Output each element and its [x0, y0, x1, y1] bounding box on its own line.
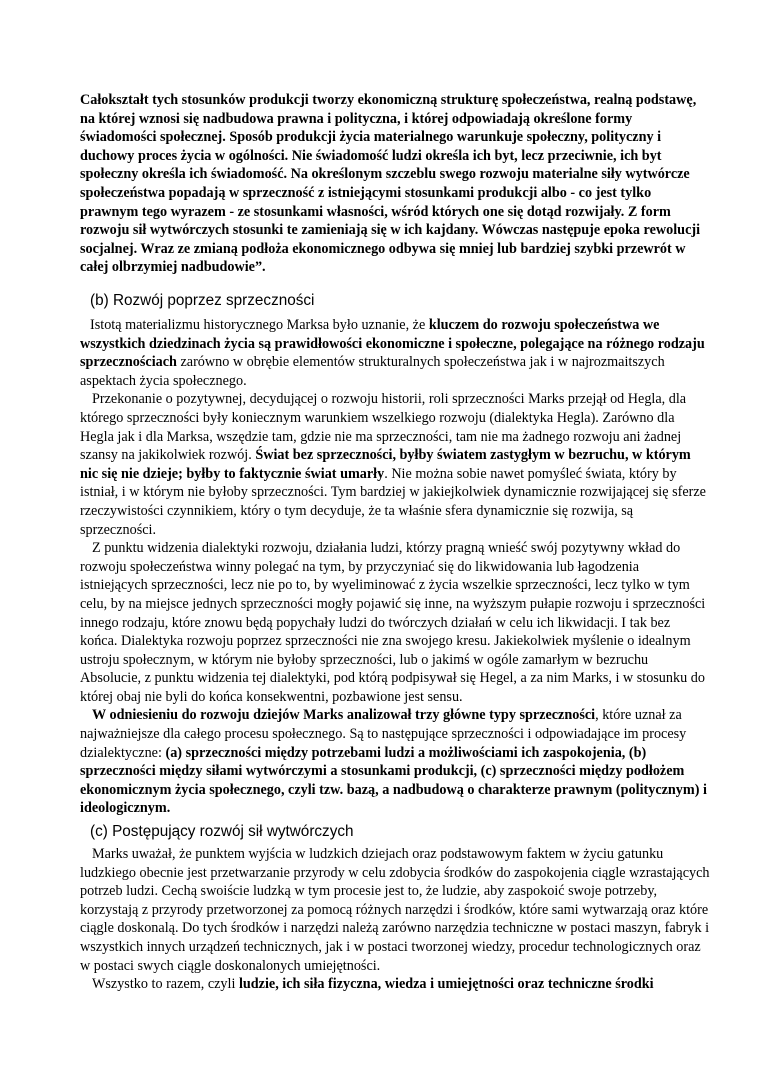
- text-run: Przekonanie o pozytywnej, decydującej o rozwoju historii, roli sprzeczności Marks przejął od Hegla, dla którego sprzeczności były koniecznym warunkiem wszelkiego rozwoju (dialektyka Hegla). Zarówno dla Hegla jak i dla Marksa, wszędzie tam, gdzie nie ma sprzeczności, tam nie ma żadnego rozwoju ani żadnej szansy na jakikolwiek rozwój.: [80, 391, 687, 464]
- text-run: Wszystko to razem, czyli: [92, 976, 239, 993]
- section-c-body: [80, 845, 710, 994]
- marx-quote-paragraph: Całokształt tych stosunków produkcji tworzy ekonomiczną strukturę społeczeństwa, realną podstawę, na której wznosi się nadbudowa prawna i polityczna, i której odpowiadają określone formy świadomości społecznej. Sposób produkcji życia materialnego warunkuje społeczny, polityczny i duchowy proces życia w ogólności. Nie świadomość ludzi określa ich byt, lecz przeciwnie, ich byt społeczny określa ich świadomość. Na określonym szczeblu swego rozwoju materialne siły wytwórcze społeczeństwa popadają w sprzeczność z istniejącymi stosunkami produkcji albo - co jest tylko prawnym tego wyrazem - ze stosunkami własności, wśród których one się dotąd rozwijały. Z form rozwoju sił wytwórczych stosunki te zamieniają się w ich kajdany. Wówczas następuje epoka rewolucji socjalnej. Wraz ze zmianą podłoża ekonomicznego odbywa się mniej lub bardziej szybki przewrót w całej olbrzymiej nadbudowie”.: [80, 92, 701, 276]
- bold-run: W odniesieniu do rozwoju dziejów Marks analizował trzy główne typy sprzeczności: [92, 707, 596, 724]
- section-b-body: [80, 316, 710, 818]
- section-c-heading: (c) Postępujący rozwój sił wytwórczych: [90, 823, 354, 840]
- section-b-paragraph-1: [80, 316, 710, 390]
- section-b-paragraph-3: Z punktu widzenia dialektyki rozwoju, działania ludzi, którzy pragną wnieść swój pozytywny wkład do rozwoju społeczeństwa winny polegać na tym, by przyczyniać się do likwidowania lub łagodzenia istniejących sprzeczności, lecz nie po to, by wyeliminować z życia wszelkie sprzeczności, lecz tylko w tym celu, by na miejsce jednych sprzeczności mogły pojawić się inne, na wyższym pułapie rozwoju i sprzeczności innego rodzaju, które znowu będą popychały ludzi do twórczych działań w celu ich likwidacji. I tak bez końca. Dialektyka rozwoju poprzez sprzeczności nie zna swojego kresu. Jakiekolwiek myślenie o idealnym ustroju społecznym, w którym nie byłoby sprzeczności, lub o jakimś w ogóle zamarłym w bezruchu Absolucie, z punktu widzenia tej dialektyki, pod którą podpisywał się Hegel, a za nim Marks, i w stosunku do której obaj nie byli do końca konsekwentni, pozbawione jest sensu.: [80, 540, 706, 705]
- section-b-heading: (b) Rozwój poprzez sprzeczności: [90, 292, 315, 309]
- section-b-paragraph-2: [80, 390, 710, 539]
- text-run: zarówno w obrębie elementów strukturalnych społeczeństwa jak i w najrozmaitszych aspektach życia społecznego.: [80, 354, 665, 389]
- section-c-paragraph-2: [80, 975, 710, 994]
- bold-run: kluczem do rozwoju społeczeństwa we wszystkich dziedzinach życia są prawidłowości ekonomiczne i społeczne, polegające na różnego rodzaju sprzecznościach: [80, 317, 705, 371]
- bold-run: (a) sprzeczności między potrzebami ludzi a możliwościami ich zaspokojenia, (b) sprzeczności między siłami wytwórczymi a stosunkami produkcji, (c) sprzeczności między podłożem ekonomicznym życia społecznego, czyli tzw. bazą, a nadbudową o charakterze prawnym (politycznym) i ideologicznym.: [80, 744, 707, 817]
- section-b-paragraph-4: [80, 706, 710, 818]
- text-run: , które uznał za najważniejsze dla całego procesu społecznego. Są to następujące sprzeczności i odpowiadające im procesy dzialektyczne:: [80, 707, 687, 761]
- bold-run: Świat bez sprzeczności, byłby światem zastygłym w bezruchu, w którym nic się nie dzieje; byłby to faktycznie świat umarły: [80, 447, 691, 482]
- text-run: Istotą materializmu historycznego Marksa było uznanie, że: [90, 317, 429, 333]
- section-c-paragraph-1: Marks uważał, że punktem wyjścia w ludzkich dziejach oraz podstawowym faktem w życiu gatunku ludzkiego obecnie jest przetwarzanie przyrody w celu zdobycia środków do zaspokojenia ciągle wzrastających potrzeb ludzi. Cechą swoiście ludzką w tym procesie jest to, że ludzie, aby zaspokoić swoje potrzeby, korzystają z przyrody przetworzonej za pomocą różnych narzędzi i środków, które sami wytwarzają oraz które ciągle doskonalą. Do tych środków i narzędzi należą zarówno narzędzia techniczne w postaci maszyn, fabryk i wszystkich innych urządzeń technicznych, jak i w postaci tworzonej wiedzy, procedur technologicznych oraz w postaci swych ciągle doskonalonych umiejętności.: [80, 846, 710, 974]
- text-run: . Nie można sobie nawet pomyśleć świata, który by istniał, i w którym nie byłoby sprzeczności. Tym bardziej w jakiejkolwiek dynamicznie rozwijającej się sferze rzeczywistości czynnikiem, który o tym decyduje, że ta właśnie sfera dynamicznie się rozwija, są sprzeczności.: [80, 465, 706, 538]
- bold-run: ludzie, ich siła fizyczna, wiedza i umiejętności oraz techniczne środki: [238, 976, 654, 993]
